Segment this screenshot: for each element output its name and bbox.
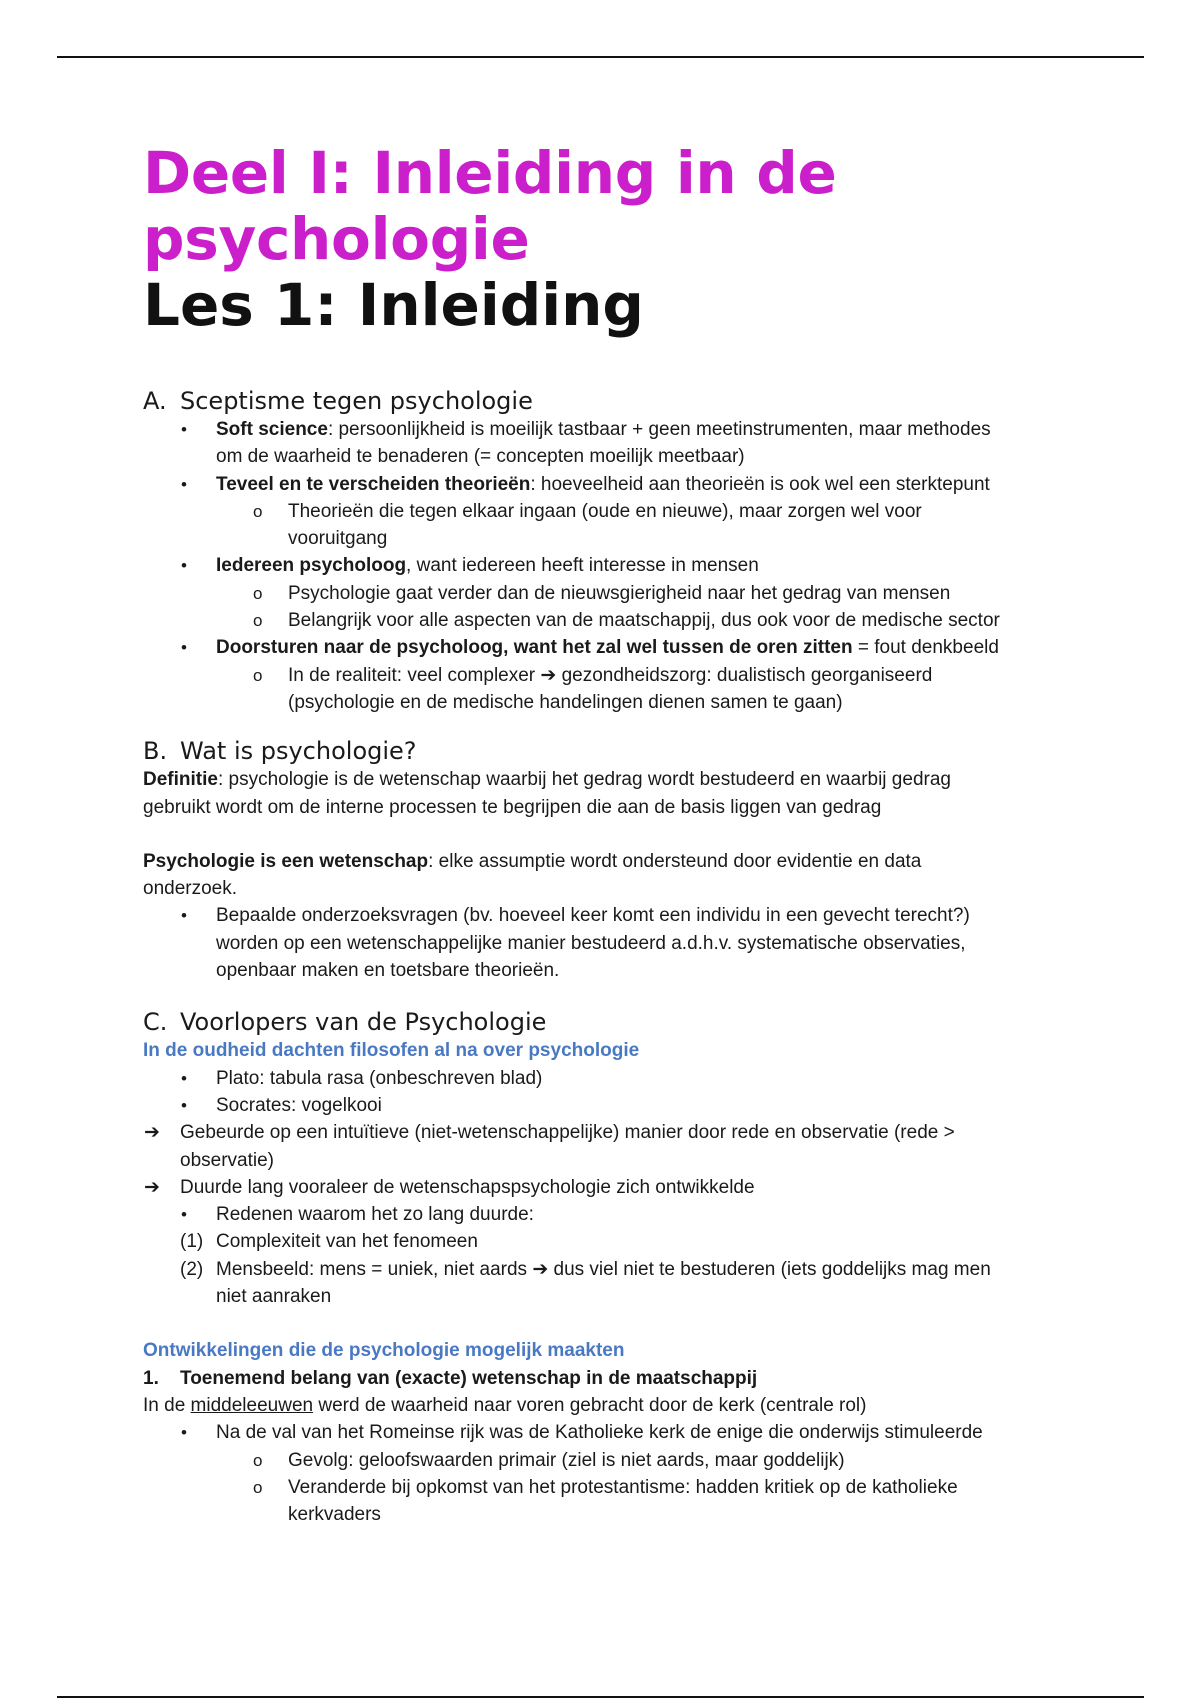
arrow-icon: ➔ bbox=[144, 1122, 160, 1144]
sub-list-item: o Veranderde bij opkomst van het protestantisme: hadden kritiek op de katholieke kerkvaders bbox=[253, 1476, 958, 1526]
subheading-oudheid: In de oudheid dachten filosofen al na over psychologie bbox=[143, 1040, 640, 1062]
sub-list-item: o Psychologie gaat verder dan de nieuwsgierigheid naar het gedrag van mensen bbox=[253, 582, 951, 604]
list-item: • Doorsturen naar de psycholoog, want het zal wel tussen de oren zitten = fout denkbeeld bbox=[181, 637, 999, 659]
list-item: • Soft science: persoonlijkheid is moeilijk tastbaar + geen meetinstrumenten, maar methodes om de waarheid te benaderen (= concepten moeilijk meetbaar) bbox=[181, 419, 991, 468]
top-rule bbox=[57, 56, 1144, 58]
list-item: • Bepaalde onderzoeksvragen (bv. hoeveel keer komt een individu in een gevecht terecht?) worden op een wetenschappelijke manier bestudeerd a.d.h.v. systematische observaties, openbaar maken en toetsbare theorieën. bbox=[181, 905, 970, 982]
sub-list-item: o Belangrijk voor alle aspecten van de maatschappij, dus ook voor de medische sector bbox=[253, 610, 1000, 632]
science-paragraph: Psychologie is een wetenschap: elke assumptie wordt ondersteund door evidentie en data onderzoek. bbox=[143, 850, 922, 900]
list-item: • Socrates: vogelkooi bbox=[181, 1094, 382, 1116]
lesson-title: Les 1: Inleiding bbox=[143, 271, 644, 339]
list-item: • Na de val van het Romeinse rijk was de Katholieke kerk de enige die onderwijs stimuleerde bbox=[181, 1422, 983, 1444]
numbered-heading: 1. Toenemend belang van (exacte) wetenschap in de maatschappij bbox=[143, 1367, 758, 1389]
definition-paragraph: Definitie: psychologie is de wetenschap waarbij het gedrag wordt bestudeerd en waarbij gedrag gebruikt wordt om de interne processen te begrijpen die aan de basis liggen van gedrag bbox=[143, 769, 951, 818]
sub-list-item: o Gevolg: geloofswaarden primair (ziel is niet aards, maar goddelijk) bbox=[253, 1449, 845, 1471]
numbered-item: (1) Complexiteit van het fenomeen bbox=[180, 1231, 478, 1253]
bottom-rule bbox=[57, 1696, 1144, 1698]
section-a-heading: A. Sceptisme tegen psychologie bbox=[143, 387, 533, 415]
numbered-item: (2) Mensbeeld: mens = uniek, niet aards ➔ dus viel niet te bestuderen (iets goddelijks mag men niet aanraken bbox=[180, 1258, 991, 1308]
arrow-item: ➔ Gebeurde op een intuïtieve (niet-wetenschappelijke) manier door rede en observatie (rede > observatie) bbox=[143, 1119, 1063, 1174]
list-item: • Teveel en te verscheiden theorieën: hoeveelheid aan theorieën is ook wel een sterktepunt bbox=[181, 473, 990, 495]
section-c-heading: C. Voorlopers van de Psychologie bbox=[143, 1008, 547, 1037]
sub-list-item: o In de realiteit: veel complexer ➔ gezondheidszorg: dualistisch georganiseerd (psychologie en de medische handelingen dienen samen te gaan) bbox=[253, 664, 933, 713]
sub-list-item: o Theorieën die tegen elkaar ingaan (oude en nieuwe), maar zorgen wel voor vooruitgang bbox=[253, 500, 922, 550]
arrow-item: ➔ Duurde lang vooraleer de wetenschapspsychologie zich ontwikkelde bbox=[143, 1174, 1063, 1201]
list-item: • Iedereen psycholoog, want iedereen heeft interesse in mensen bbox=[181, 555, 759, 577]
list-item: • Redenen waarom het zo lang duurde: bbox=[181, 1204, 534, 1226]
section-b-body bbox=[143, 766, 1063, 984]
section-c-body bbox=[143, 1037, 1063, 1528]
list-item: • Plato: tabula rasa (onbeschreven blad) bbox=[181, 1067, 543, 1089]
section-b-heading: B. Wat is psychologie? bbox=[143, 737, 417, 766]
section-a-list bbox=[143, 416, 1063, 716]
paragraph: In de middeleeuwen werd de waarheid naar voren gebracht door de kerk (centrale rol) bbox=[143, 1394, 867, 1416]
arrow-icon: ➔ bbox=[144, 1176, 160, 1198]
subheading-ontwikkelingen: Ontwikkelingen die de psychologie mogelijk maakten bbox=[143, 1340, 625, 1362]
document-page bbox=[143, 140, 1063, 1528]
part-title: Deel I: Inleiding in de psychologie bbox=[143, 139, 837, 273]
